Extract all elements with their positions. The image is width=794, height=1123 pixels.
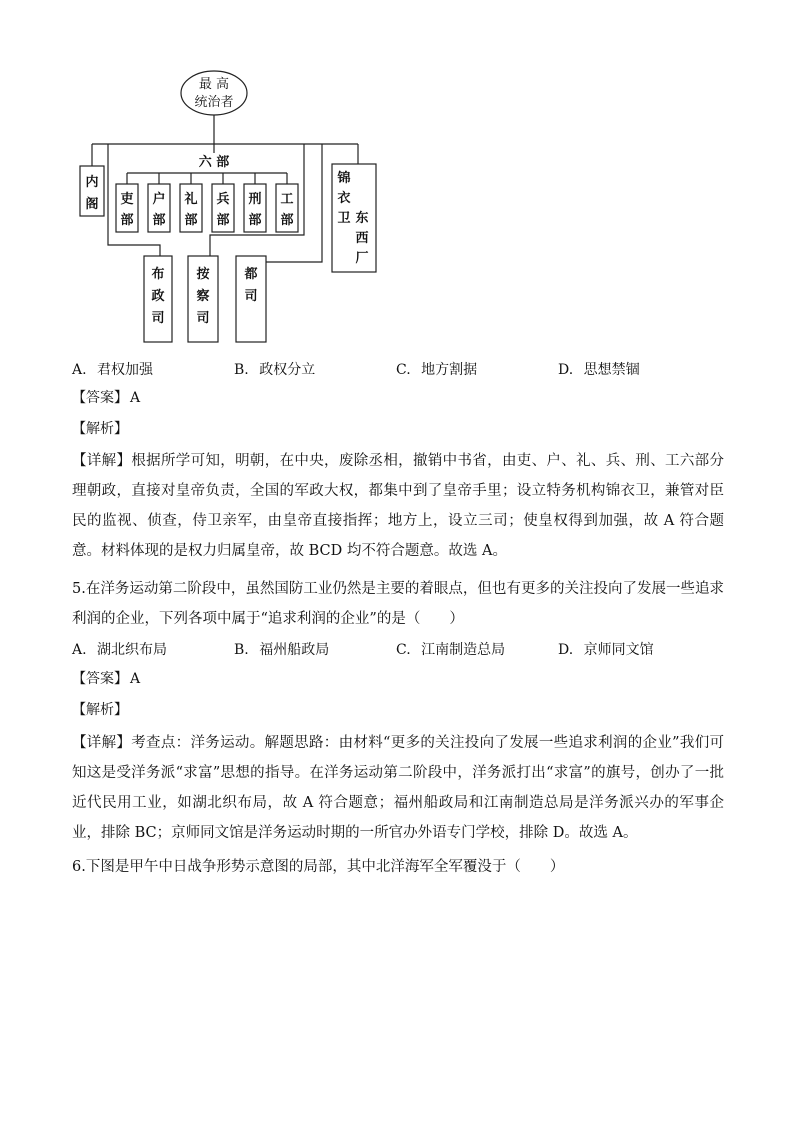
q5-option-c[interactable] [396,639,505,659]
ministry-xing-1: 刑 [248,192,262,207]
ministry-boxes [116,184,298,232]
q4-answer [72,388,140,408]
ministry-bing-2: 部 [216,213,230,228]
q4-option-d[interactable] [558,359,640,379]
q4-option-b-key: B. [234,362,249,378]
q6-stem: 6.下图是甲午中日战争形势示意图的局部，其中北洋海军全军覆没于（ ） [72,859,565,875]
ministry-hu-1: 户 [152,192,166,207]
q4-option-b[interactable] [234,359,315,379]
ministry-connectors [127,173,287,184]
q4-option-b-text: 政权分立 [259,362,316,378]
ministry-lii-2: 部 [184,213,198,228]
jinyiwei-6: 厂 [355,251,369,266]
ministry-gong-2: 部 [280,213,294,228]
buzhengsi-3: 司 [151,311,165,326]
q5-option-a-text: 湖北织布局 [97,642,168,658]
ministry-bing-1: 兵 [216,192,230,207]
ming-political-structure-diagram [60,60,400,350]
q4-detail-text: 根据所学可知，明朝，在中央，废除丞相，撤销中书省，由吏、户、礼、兵、刑、工六部分理朝政，直接对皇帝负责，全国的军政大权，都集中到了皇帝手里；设立特务机构锦衣卫，兼管对臣民的监视、侦查，侍卫亲军，由皇帝直接指挥；地方上，设立三司；使皇权得到加强，故 A 符合题意。材料体现的是权力归属皇帝，故 BCD 均不符合题意。故选 A。 [72,453,725,559]
q5-option-b-key: B. [234,642,249,658]
q4-option-d-text: 思想禁锢 [583,362,640,378]
dusi-2: 司 [244,289,258,304]
q4-option-d-key: D. [558,362,574,378]
q5-analysis-label: 【解析】 [72,702,128,718]
q4-analysis-label: 【解析】 [72,421,128,437]
q5-option-d[interactable] [558,639,654,659]
q4-option-c[interactable] [396,359,477,379]
q4-answer-value: A [130,390,141,406]
buzhengsi-1: 布 [151,267,165,282]
top-node-line1: 最 高 [198,77,230,92]
q5-option-d-key: D. [558,642,574,658]
jinyiwei-1: 锦 [337,171,351,186]
q5-answer-value: A [130,671,141,687]
q5-stem: 5.在洋务运动第二阶段中，虽然国防工业仍然是主要的着眼点，但也有更多的关注投向了发展一些追求利润的企业，下列各项中属于“追求利润的企业”的是（ ） [72,581,724,627]
q4-option-c-text: 地方割据 [421,362,478,378]
ministry-li-1: 吏 [120,192,134,207]
q5-detail [72,728,724,848]
jinyiwei-5: 西 [355,231,369,246]
q4-option-c-key: C. [396,362,411,378]
anchasi-3: 司 [196,311,210,326]
ministry-xing-2: 部 [248,213,262,228]
q5-answer [72,669,140,689]
q5-detail-label: 【详解】 [72,735,132,751]
q4-option-a[interactable] [72,359,153,379]
diagram-svg [60,60,400,350]
ministry-li-2: 部 [120,213,134,228]
q5-answer-label: 【答案】 [72,671,128,687]
q5-option-a[interactable] [72,639,167,659]
neige-label-2: 阁 [85,197,99,212]
q5-detail-text: 考查点：洋务运动。解题思路：由材料“更多的关注投向了发展一些追求利润的企业”我们可知这是受洋务派“求富”思想的指导。在洋务运动第二阶段中，洋务派打出“求富”的旗号，创办了一批近代民用工业，如湖北织布局，故 A 符合题意；福州船政局和江南制造总局是洋务派兴办的军事企业，排除 BC；京师同文馆是洋务运动时期的一所官办外语专门学校，排除 D。故选 A。 [72,735,725,841]
ministry-gong-1: 工 [280,192,294,207]
jinyiwei-4: 东 [355,211,369,226]
q5-option-c-text: 江南制造总局 [421,642,506,658]
q5-option-c-key: C. [396,642,411,658]
q5-option-b-text: 福州船政局 [259,642,330,658]
jinyiwei-3: 卫 [337,211,351,226]
q5-option-d-text: 京师同文馆 [583,642,654,658]
q5-option-a-key: A. [72,642,87,658]
top-node-line2: 统治者 [194,95,234,110]
q4-option-a-text: 君权加强 [97,362,154,378]
anchasi-2: 察 [196,289,210,304]
q4-detail [72,446,724,566]
anchasi-1: 按 [196,267,210,282]
neige-label-1: 内 [85,175,99,190]
jinyiwei-2: 衣 [337,191,351,206]
buzhengsi-2: 政 [151,289,165,304]
ministry-labels [120,191,293,228]
ministry-lii-1: 礼 [184,192,198,207]
ministry-hu-2: 部 [152,213,166,228]
q4-detail-label: 【详解】 [72,453,132,469]
dusi-1: 都 [244,267,258,282]
six-ministries-label: 六 部 [198,155,230,170]
q5-option-b[interactable] [234,639,329,659]
q4-answer-label: 【答案】 [72,390,128,406]
q4-option-a-key: A. [72,362,87,378]
